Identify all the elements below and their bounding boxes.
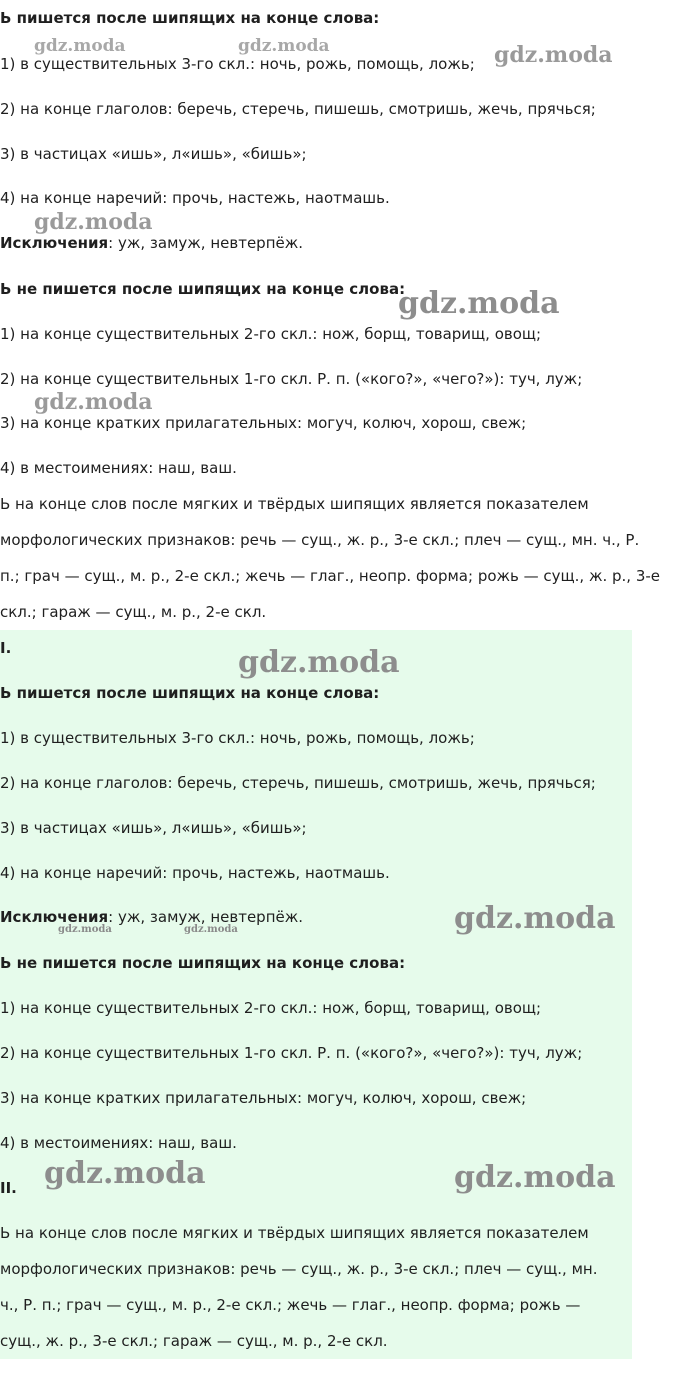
exceptions-label: Исключения [0, 234, 109, 252]
exceptions-label: Исключения [0, 908, 109, 926]
heading-soft-sign-written: Ь пишется после шипящих на конце слова: [0, 9, 380, 27]
rule-item: 2) на конце глаголов: беречь, стеречь, пишешь, смотришь, жечь, прячься; [0, 774, 596, 792]
rule-item: 1) на конце существительных 2-го скл.: нож, борщ, товарищ, овощ; [0, 325, 542, 343]
rule-item: 4) на конце наречий: прочь, настежь, наотмашь. [0, 189, 390, 207]
exceptions-line [0, 907, 303, 927]
heading-soft-sign-not-written: Ь не пишется после шипящих на конце слова: [0, 954, 406, 972]
watermark: gdz.moda [34, 209, 153, 235]
paragraph-line: скл.; гараж — сущ., м. р., 2-е скл. [0, 603, 267, 621]
watermark: gdz.moda [494, 42, 613, 68]
rule-item: 3) в частицах «ишь», л«ишь», «бишь»; [0, 819, 307, 837]
rule-item: 3) на конце кратких прилагательных: могуч, колюч, хорош, свеж; [0, 1089, 527, 1107]
paragraph-line: сущ., ж. р., 3-е скл.; гараж — сущ., м. р., 2-е скл. [0, 1332, 388, 1350]
watermark: gdz.moda [238, 36, 330, 56]
section-label: I. [0, 639, 12, 657]
rule-item: 1) в существительных 3-го скл.: ночь, рожь, помощь, ложь; [0, 729, 475, 747]
paragraph-line: ч., Р. п.; грач — сущ., м. р., 2-е скл.; жечь — глаг., неопр. форма; рожь — [0, 1296, 581, 1314]
paragraph-line: п.; грач — сущ., м. р., 2-е скл.; жечь — глаг., неопр. форма; рожь — сущ., ж. р., 3-е [0, 567, 661, 585]
paragraph-line: Ь на конце слов после мягких и твёрдых шипящих является показателем [0, 1224, 589, 1242]
watermark: gdz.moda [454, 1160, 616, 1195]
rule-item: 2) на конце существительных 1-го скл. Р. п. («кого?», «чего?»): туч, луж; [0, 370, 583, 388]
paragraph-line: морфологических признаков: речь — сущ., ж. р., 3-е скл.; плеч — сущ., мн. [0, 1260, 598, 1278]
paragraph-line: Ь на конце слов после мягких и твёрдых шипящих является показателем [0, 495, 589, 513]
exceptions-text: : уж, замуж, невтерпёж. [108, 908, 304, 926]
watermark: gdz.moda [44, 1156, 206, 1191]
rule-item: 4) в местоимениях: наш, ваш. [0, 459, 237, 477]
watermark: gdz.moda [184, 924, 238, 935]
rule-item: 3) на конце кратких прилагательных: могуч, колюч, хорош, свеж; [0, 414, 527, 432]
watermark: gdz.moda [34, 36, 126, 56]
rule-item: 1) на конце существительных 2-го скл.: нож, борщ, товарищ, овощ; [0, 999, 542, 1017]
rule-item: 4) в местоимениях: наш, ваш. [0, 1134, 237, 1152]
watermark: gdz.moda [454, 901, 616, 936]
watermark: gdz.moda [398, 286, 560, 321]
watermark: gdz.moda [34, 389, 153, 415]
rule-item: 3) в частицах «ишь», л«ишь», «бишь»; [0, 145, 307, 163]
exceptions-text: : уж, замуж, невтерпёж. [108, 234, 304, 252]
exceptions-line [0, 233, 303, 253]
watermark: gdz.moda [58, 924, 112, 935]
heading-soft-sign-written: Ь пишется после шипящих на конце слова: [0, 684, 380, 702]
heading-soft-sign-not-written: Ь не пишется после шипящих на конце слова: [0, 280, 406, 298]
rule-item: 1) в существительных 3-го скл.: ночь, рожь, помощь, ложь; [0, 55, 475, 73]
watermark: gdz.moda [238, 645, 400, 680]
section-label: II. [0, 1179, 17, 1197]
rule-item: 2) на конце глаголов: беречь, стеречь, пишешь, смотришь, жечь, прячься; [0, 100, 596, 118]
rule-item: 2) на конце существительных 1-го скл. Р. п. («кого?», «чего?»): туч, луж; [0, 1044, 583, 1062]
rule-item: 4) на конце наречий: прочь, настежь, наотмашь. [0, 864, 390, 882]
paragraph-line: морфологических признаков: речь — сущ., ж. р., 3-е скл.; плеч — сущ., мн. ч., Р. [0, 531, 640, 549]
